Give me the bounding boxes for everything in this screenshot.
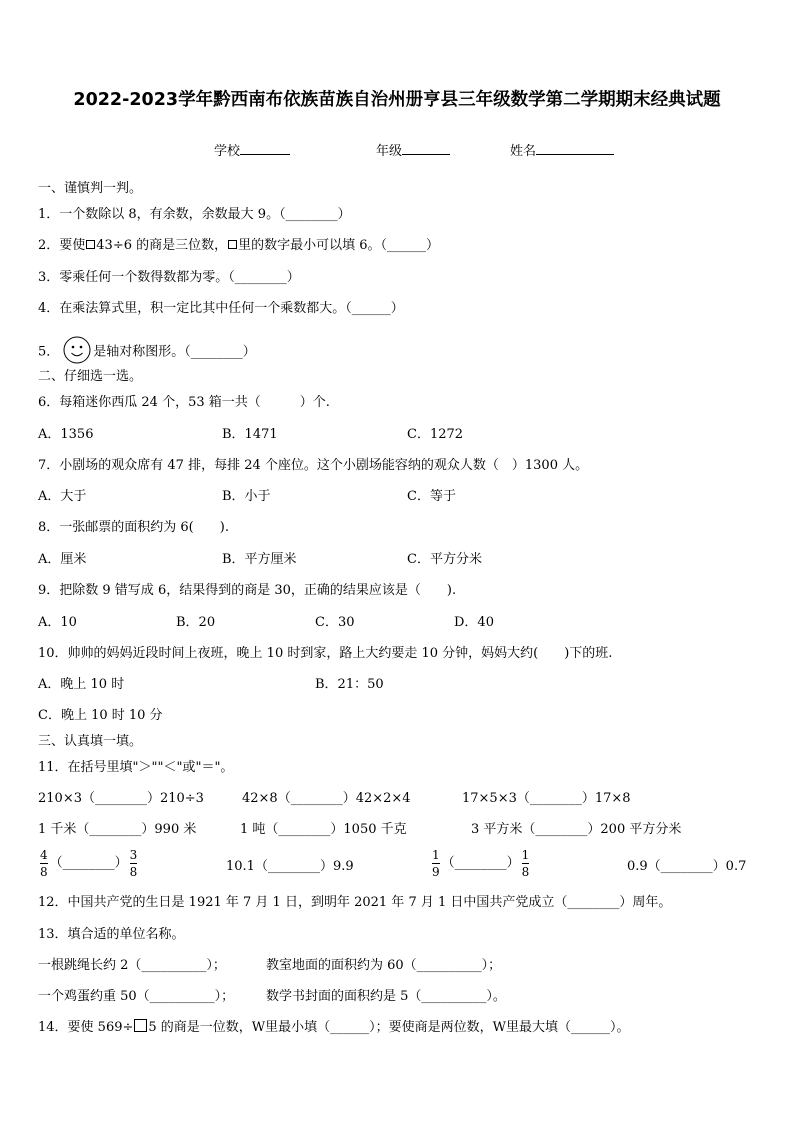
q9-option-b[interactable]: B．20 <box>176 615 216 630</box>
q8-option-c[interactable]: C．平方分米 <box>407 552 482 567</box>
question-8: 8．一张邮票的面积约为 6( ). <box>38 520 229 535</box>
name-label: 姓名 <box>510 144 537 159</box>
name-field[interactable] <box>510 140 614 159</box>
smiley-face-icon <box>63 336 91 364</box>
q10-option-b[interactable]: B．21：50 <box>315 677 384 692</box>
q6-option-c[interactable]: C．1272 <box>407 427 464 442</box>
q11-compare-6[interactable]: 3 平方米（________）200 平方分米 <box>471 822 682 837</box>
fraction-denominator: 8 <box>40 865 48 879</box>
q6-option-b[interactable]: B．1471 <box>222 427 278 442</box>
fraction-one-eighth <box>522 848 530 879</box>
question-9: 9．把除数 9 错写成 6，结果得到的商是 30，正确的结果应该是（ ). <box>38 583 457 598</box>
q7-option-c[interactable]: C．等于 <box>407 489 456 504</box>
school-label: 学校 <box>214 144 241 159</box>
fraction-denominator: 9 <box>432 865 440 879</box>
question-10: 10．帅帅的妈妈近段时间上夜班，晚上 10 时到家，路上大约要走 10 分钟，妈妈大约( )下的班. <box>38 646 613 661</box>
q13-item-4[interactable]: 数学书封面的面积约是 5（__________）。 <box>266 989 506 1004</box>
question-2-part-a: 2．要使 <box>38 238 86 253</box>
box-placeholder-icon <box>228 240 237 249</box>
name-blank[interactable] <box>536 142 614 155</box>
page-title: 2022-2023学年黔西南布依族苗族自治州册亨县三年级数学第二学期期末经典试题 <box>73 90 721 110</box>
compare-blank[interactable]: （________） <box>49 855 128 871</box>
q13-item-1[interactable]: 一根跳绳长约 2（__________）； <box>38 958 226 973</box>
q9-option-c[interactable]: C．30 <box>315 615 355 630</box>
fraction-denominator: 8 <box>521 865 530 879</box>
q11-compare-9[interactable] <box>430 848 531 879</box>
q11-compare-10[interactable]: 0.9（________）0.7 <box>627 859 747 874</box>
q7-option-a[interactable]: A．大于 <box>38 489 87 504</box>
question-5-part-b: 是轴对称图形。（________） <box>93 344 256 360</box>
q10-option-a[interactable]: A．晚上 10 时 <box>38 677 125 692</box>
grade-label: 年级 <box>376 144 403 159</box>
question-14-part-a: 14．要使 569÷ <box>38 1020 134 1035</box>
question-2 <box>38 238 439 254</box>
q9-option-a[interactable]: A．10 <box>38 615 77 630</box>
question-5 <box>38 338 256 366</box>
compare-blank[interactable]: （________） <box>441 855 520 871</box>
box-placeholder-icon <box>134 1019 147 1032</box>
q6-option-a[interactable]: A．1356 <box>38 427 94 442</box>
q11-compare-4[interactable]: 1 千米（________）990 米 <box>38 822 197 837</box>
school-blank[interactable] <box>240 142 290 155</box>
fraction-three-eighths <box>130 848 138 879</box>
q13-item-3[interactable]: 一个鸡蛋约重 50（__________）； <box>38 989 235 1004</box>
question-4: 4．在乘法算式里，积一定比其中任何一个乘数都大。（______） <box>38 301 404 316</box>
question-6: 6．每箱迷你西瓜 24 个，53 箱一共（ ）个. <box>38 395 330 410</box>
fraction-numerator: 1 <box>432 848 440 862</box>
fraction-numerator: 3 <box>129 848 138 862</box>
question-3: 3．零乘任何一个数得数都为零。（________） <box>38 270 300 285</box>
question-14-part-b: 5 的商是一位数，W里最小填（______）；要使商是两位数，W里最大填（______）。 <box>148 1020 630 1035</box>
question-11: 11．在括号里填"＞""＜"或"＝"。 <box>38 760 234 775</box>
q11-compare-7[interactable] <box>38 848 139 879</box>
q11-compare-8[interactable]: 10.1（________）9.9 <box>226 859 354 874</box>
question-14 <box>38 1019 630 1036</box>
fraction-numerator: 1 <box>521 848 530 862</box>
q11-compare-1[interactable]: 210×3（________）210÷3 <box>38 791 204 806</box>
q13-item-2[interactable]: 教室地面的面积约为 60（__________）； <box>266 958 502 973</box>
school-field[interactable] <box>214 140 290 159</box>
fraction-four-eighths <box>40 848 48 879</box>
question-7: 7．小剧场的观众席有 47 排，每排 24 个座位。这个小剧场能容纳的观众人数（ ）1300 人。 <box>38 458 589 473</box>
section-heading-3: 三、认真填一填。 <box>38 734 143 749</box>
q11-compare-3[interactable]: 17×5×3（________）17×8 <box>462 791 631 806</box>
question-2-part-c: 里的数字最小可以填 6。（______） <box>238 238 440 253</box>
q8-option-b[interactable]: B．平方厘米 <box>222 552 297 567</box>
section-heading-2: 二、仔细选一选。 <box>38 369 143 384</box>
q10-option-c[interactable]: C．晚上 10 时 10 分 <box>38 708 163 723</box>
box-placeholder-icon <box>86 240 95 249</box>
q11-compare-5[interactable]: 1 吨（________）1050 千克 <box>240 822 407 837</box>
grade-blank[interactable] <box>402 142 450 155</box>
q8-option-a[interactable]: A．厘米 <box>38 552 87 567</box>
q11-compare-2[interactable]: 42×8（________）42×2×4 <box>242 791 411 806</box>
question-12: 12．中国共产党的生日是 1921 年 7 月 1 日，到明年 2021 年 7 月 1 日中国共产党成立（________）周年。 <box>38 895 672 910</box>
question-13: 13．填合适的单位名称。 <box>38 927 185 942</box>
q7-option-b[interactable]: B．小于 <box>222 489 271 504</box>
fraction-denominator: 8 <box>129 865 138 879</box>
question-2-part-b: 43÷6 的商是三位数， <box>96 238 228 253</box>
grade-field[interactable] <box>376 140 450 159</box>
section-heading-1: 一、谨慎判一判。 <box>38 181 143 196</box>
q9-option-d[interactable]: D．40 <box>454 615 494 630</box>
fraction-numerator: 4 <box>40 848 48 862</box>
question-1: 1．一个数除以 8，有余数，余数最大 9。（________） <box>38 207 351 222</box>
fraction-one-ninth <box>432 848 440 879</box>
question-5-part-a: 5． <box>38 344 60 360</box>
